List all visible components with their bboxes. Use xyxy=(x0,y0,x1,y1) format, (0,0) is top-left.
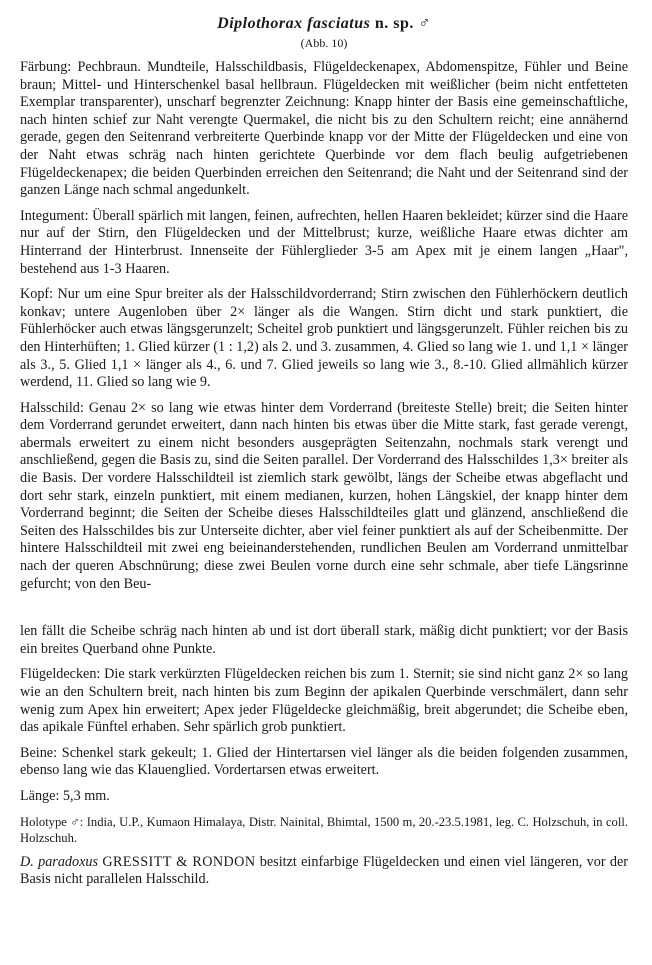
species-status: n. sp. ♂ xyxy=(374,15,431,32)
column-break xyxy=(20,601,628,623)
comparison-authors: GRESSITT & RONDON xyxy=(102,853,256,870)
paragraph-legs: Beine: Schenkel stark gekeult; 1. Glied der Hintertarsen viel länger als die beiden folgenden zusammen, ebenso lang wie das Klauenglied. Vordertarsen etwas erweitert. xyxy=(20,744,628,779)
paragraph-comparison xyxy=(20,854,628,889)
paragraph-length: Länge: 5,3 mm. xyxy=(20,787,110,804)
species-title xyxy=(20,14,628,34)
comparison-text: besitzt einfarbige Flügeldecken und einen viel längeren, vor der Basis nicht parallelen Halsschild. xyxy=(20,853,628,888)
paragraph-coloration: Färbung: Pechbraun. Mundteile, Halsschildbasis, Flügeldeckenapex, Abdomenspitze, Fühler und Beine braun; Mittel- und Hinterschenkel basal hellbraun. Flügeldecken mit weißlicher (beim nicht entfetteten Exemplar transparenter), unscharf begrenzter Zeichnung: Knapp hinter der Basis eine gemeinschaftliche, nach hinten schief zur Naht verengte Quermakel, die nicht bis zu den Schultern reicht; eine annähernd gerade, gegen den Seitenrand verbreiterte Querbinde knapp vor der Mitte der Flügeldecken und eine von der Naht etwas schräg nach hinten gerichtete Querbinde vor dem flach beulig aufgetriebenen Flügeldeckenapex; die beiden Querbinden erreichen den Seitenrand; die Naht und der Seitenrand sind der ganzen Länge nach schmal angedunkelt. xyxy=(20,59,628,199)
figure-reference: (Abb. 10) xyxy=(300,36,348,50)
paragraph-integument: Integument: Überall spärlich mit langen, feinen, aufrechten, hellen Haaren bekleidet; kürzer sind die Haare nur auf der Stirn, den Flügeldecken und der Mittelbrust; kurze, weißliche Haare etwas dichter am Hinterrand der Hinterbrust. Innenseite der Fühlerglieder 3-5 am Apex mit je einem langen „Haar", bestehend aus 1-3 Haaren. xyxy=(20,207,628,277)
comparison-species: D. paradoxus xyxy=(20,853,99,870)
document-page xyxy=(20,14,628,889)
species-name: Diplothorax fasciatus xyxy=(217,15,371,32)
paragraph-pronotum: Halsschild: Genau 2× so lang wie etwas hinter dem Vorderrand (breiteste Stelle) breit; die Seiten hinter dem Vorderrand gerundet erweitert, dann nach hinten bis etwas über die Mitte stark, fast gerade verengt, abermals erweitert zu einem nicht besonders ausgeprägten Seitenzahn, nochmals stark verengt und anschließend, gegen die Basis zu, sind die Seiten parallel. Der Vorderrand des Halsschildes 1,3× breiter als die Basis. Der vordere Halsschildteil ist ziemlich stark gewölbt, längs der Scheibe etwas abgeflacht und dort sehr stark, einzeln punktiert, mit einem medianen, kurzen, hohen Längskiel, der knapp hinter dem Vorderrand beginnt; die Seiten der Scheibe dieses Halsschildteiles glatt und glänzend, anschließend die Seiten des Halsschildes bis zur Unterseite dichter, aber viel feiner punktiert als auf der Scheibenmitte. Der hintere Halsschildteil mit zwei eng beieinanderstehenden, rundlichen Beulen am Vorderrand unmittelbar nach der queren Abschnürung; diese zwei Beulen vorne durch eine sehr schmale, aber tiefe Längsrinne gefurcht; von den Beu- xyxy=(20,399,628,592)
paragraph-pronotum-continued: len fällt die Scheibe schräg nach hinten ab und ist dort überall stark, mäßig dicht punktiert; vor der Basis ein breites Querband ohne Punkte. xyxy=(20,623,628,657)
paragraph-holotype: Holotype ♂: India, U.P., Kumaon Himalaya, Distr. Nainital, Bhimtal, 1500 m, 20.-23.5.1981, leg. C. Holzschuh, in coll. Holzschuh. xyxy=(20,814,628,845)
paragraph-head: Kopf: Nur um eine Spur breiter als der Halsschildvorderrand; Stirn zwischen den Fühlerhöckern deutlich konkav; untere Augenloben über 2× länger als die Wangen. Stirn dicht und stark punktiert, die Fühlerhöcker auch etwas längsgerunzelt; Scheitel grob punktiert und längsgerunzelt. Fühler reichen bis zu den Hinterhüften; 1. Glied kürzer (1 : 1,2) als 2. und 3. zusammen, 4. Glied so lang wie 1. und 1,1 × länger als 3., 5. Glied 1,1 × länger als 4., 6. und 7. Glied jeweils so lang wie 3., 8.-10. Glied allmählich kürzer werdend, 11. Glied so lang wie 9. xyxy=(20,286,628,391)
paragraph-elytra: Flügeldecken: Die stark verkürzten Flügeldecken reichen bis zum 1. Sternit; sie sind nicht ganz 2× so lang wie an den Schultern breit, nach hinten bis zum Beginn der apikalen Querbinde verschmälert, dann sehr wenig zum Apex hin erweitert; Apex jeder Flügeldecke gleichmäßig, breit abgerundet; die Scheibe eben, das apikale Fünftel erhaben. Sehr spärlich grob punktiert. xyxy=(20,666,628,736)
